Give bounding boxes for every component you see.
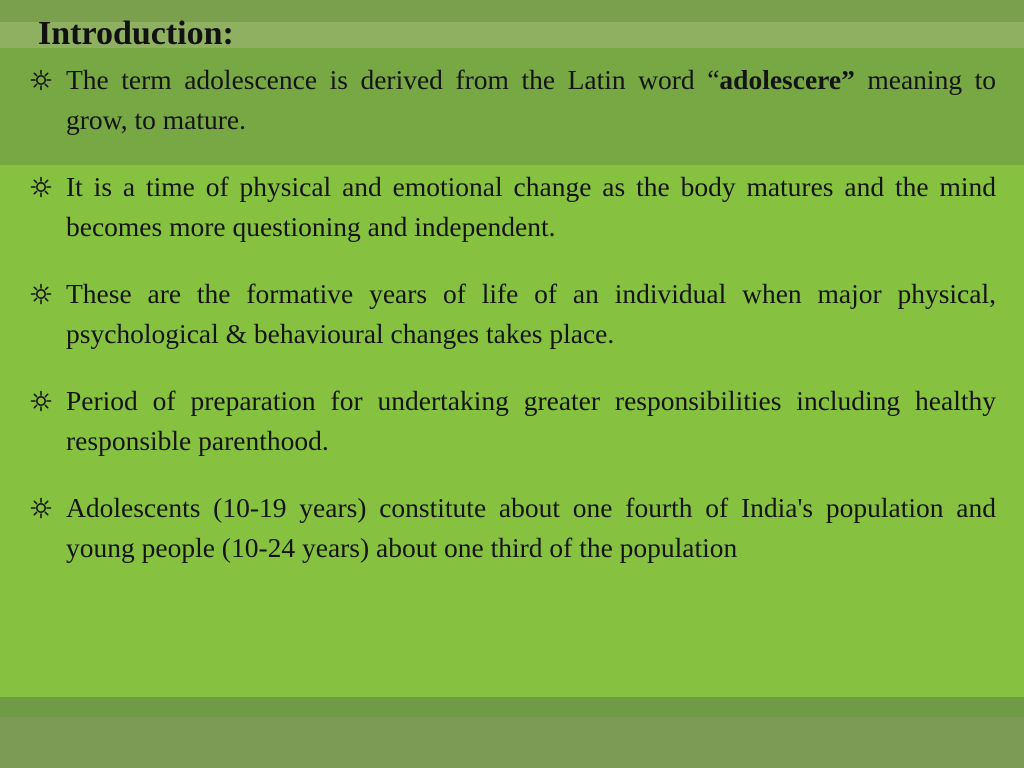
slide-title: Introduction: [38, 15, 234, 52]
bottom-band [0, 717, 1024, 768]
bottom-band-strip [0, 697, 1024, 717]
sun-icon [30, 497, 52, 519]
bullet-item [30, 167, 996, 247]
bullet-item [30, 381, 996, 461]
bullet-item [30, 60, 996, 140]
sun-icon [30, 176, 52, 198]
bullet-text-after: meaning to grow, to mature. [66, 64, 996, 135]
sun-icon [30, 69, 52, 91]
bullet-text: Adolescents (10-19 years) constitute about one fourth of India's population and young people (10-24 years) about one third of the population [66, 492, 996, 563]
bullet-text: These are the formative years of life of an individual when major physical, psychological & behavioural changes takes place. [66, 278, 996, 349]
bullet-item [30, 274, 996, 354]
bullet-text: Period of preparation for undertaking greater responsibilities including healthy responsible parenthood. [66, 385, 996, 456]
bullet-item [30, 488, 996, 568]
bullet-text: It is a time of physical and emotional change as the body matures and the mind becomes more questioning and independent. [66, 171, 996, 242]
latin-word: adolescere” [719, 64, 855, 95]
sun-icon [30, 283, 52, 305]
sun-icon [30, 390, 52, 412]
bullet-text-before: The term adolescence is derived from the Latin word “ [66, 64, 720, 95]
bullet-list [30, 60, 996, 595]
